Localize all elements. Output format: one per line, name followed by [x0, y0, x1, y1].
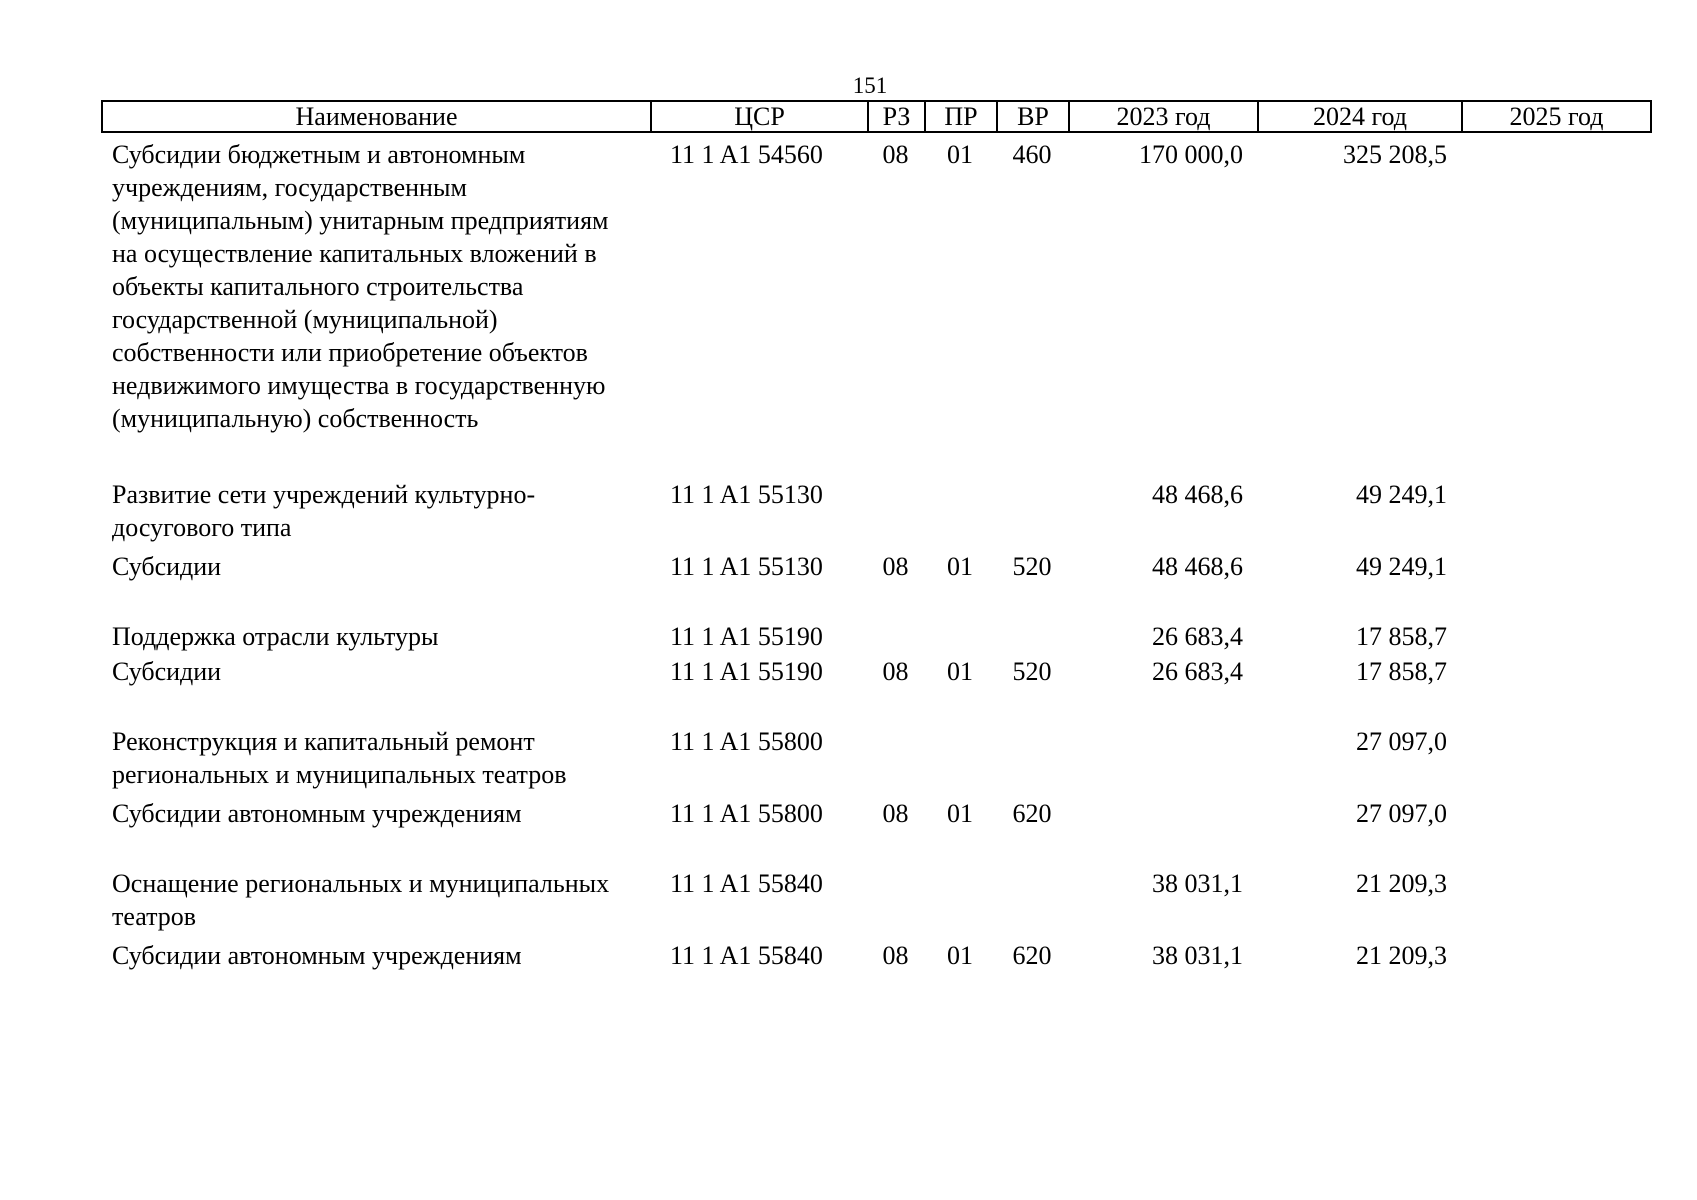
cell-name: Развитие сети учреждений культурно-досугового типа: [112, 480, 536, 542]
cell-rz: 08: [882, 657, 909, 686]
cell-vr: 620: [1012, 941, 1052, 970]
cell-pr: 01: [947, 140, 973, 169]
table-row: [101, 653, 1650, 688]
cell-y2024: 27 097,0: [1356, 727, 1447, 756]
budget-table-body: [101, 135, 1650, 972]
cell-name: Субсидии автономным учреждениям: [112, 799, 522, 828]
cell-rz: [867, 830, 924, 933]
cell-name: Субсидии автономным учреждениям: [112, 941, 522, 970]
table-row: [101, 933, 1650, 972]
cell-rz: [867, 583, 924, 653]
cell-rz: 08: [882, 799, 909, 828]
cell-vr: [996, 435, 1068, 544]
cell-y2025: [1461, 830, 1650, 933]
table-row: [101, 791, 1650, 830]
cell-vr: [996, 830, 1068, 933]
cell-y2023: 38 031,1: [1152, 869, 1243, 898]
table-row: [101, 135, 1650, 435]
cell-csr: 11 1 A1 55190: [670, 657, 823, 686]
cell-y2025: [1461, 135, 1650, 435]
header-2024: 2024 год: [1258, 101, 1462, 132]
cell-name: Реконструкция и капитальный ремонт региональных и муниципальных театров: [112, 727, 567, 789]
cell-y2024: 325 208,5: [1343, 140, 1447, 169]
header-rz: РЗ: [868, 101, 925, 132]
cell-csr: 11 1 A1 55840: [670, 869, 823, 898]
cell-y2025: [1461, 653, 1650, 688]
cell-pr: [924, 830, 996, 933]
cell-y2025: [1461, 583, 1650, 653]
cell-y2023: 38 031,1: [1152, 941, 1243, 970]
table-row: [101, 583, 1650, 653]
cell-vr: [996, 688, 1068, 791]
cell-csr: 11 1 A1 54560: [670, 140, 823, 169]
cell-vr: 460: [1012, 140, 1052, 169]
table-row: [101, 830, 1650, 933]
cell-y2023: 26 683,4: [1152, 622, 1243, 651]
cell-pr: 01: [947, 799, 973, 828]
cell-rz: 08: [882, 552, 909, 581]
cell-csr: 11 1 A1 55840: [670, 941, 823, 970]
cell-csr: 11 1 A1 55190: [670, 622, 823, 651]
cell-rz: [867, 435, 924, 544]
cell-y2025: [1461, 544, 1650, 583]
page-number: 151: [852, 73, 888, 98]
cell-csr: 11 1 A1 55800: [670, 727, 823, 756]
header-csr: ЦСР: [651, 101, 868, 132]
cell-vr: 620: [1012, 799, 1052, 828]
table-row: [101, 688, 1650, 791]
cell-y2024: 27 097,0: [1356, 799, 1447, 828]
header-pr: ПР: [925, 101, 997, 132]
cell-csr: 11 1 A1 55130: [670, 552, 823, 581]
header-vr: ВР: [997, 101, 1069, 132]
table-row: [101, 435, 1650, 544]
cell-rz: 08: [882, 941, 909, 970]
cell-y2023: 48 468,6: [1152, 480, 1243, 509]
cell-csr: 11 1 A1 55800: [670, 799, 823, 828]
cell-y2023: 170 000,0: [1139, 140, 1243, 169]
cell-y2024: 21 209,3: [1356, 941, 1447, 970]
table-row: [101, 544, 1650, 583]
cell-y2024: 21 209,3: [1356, 869, 1447, 898]
cell-name: Поддержка отрасли культуры: [112, 622, 439, 651]
cell-y2025: [1461, 791, 1650, 830]
cell-pr: [924, 583, 996, 653]
cell-y2023: [1068, 791, 1257, 830]
cell-vr: [996, 583, 1068, 653]
header-2023: 2023 год: [1069, 101, 1258, 132]
cell-y2025: [1461, 688, 1650, 791]
cell-name: Оснащение региональных и муниципальных театров: [112, 869, 610, 931]
cell-pr: 01: [947, 941, 973, 970]
cell-y2023: 48 468,6: [1152, 552, 1243, 581]
cell-y2024: 17 858,7: [1356, 657, 1447, 686]
cell-pr: [924, 435, 996, 544]
cell-y2025: [1461, 933, 1650, 972]
cell-y2025: [1461, 435, 1650, 544]
header-2025: 2025 год: [1462, 101, 1651, 132]
cell-name: Субсидии: [112, 552, 222, 581]
cell-y2024: 49 249,1: [1356, 552, 1447, 581]
table-header: [101, 100, 1652, 133]
cell-y2024: 49 249,1: [1356, 480, 1447, 509]
cell-vr: 520: [1012, 657, 1052, 686]
header-name: Наименование: [102, 101, 651, 132]
cell-pr: [924, 688, 996, 791]
cell-name: Субсидии: [112, 657, 222, 686]
cell-rz: 08: [882, 140, 909, 169]
cell-vr: 520: [1012, 552, 1052, 581]
cell-rz: [867, 688, 924, 791]
cell-name: Субсидии бюджетным и автономным учреждениям, государственным (муниципальным) унитарным предприятиям на осуществление капитальных вложений в объекты капитального строительства государственной (муниципальной) собственности или приобретение объектов недвижимого имущества в государственную (муниципальную) собственность: [112, 140, 609, 433]
cell-csr: 11 1 A1 55130: [670, 480, 823, 509]
cell-pr: 01: [947, 657, 973, 686]
cell-pr: 01: [947, 552, 973, 581]
cell-y2024: 17 858,7: [1356, 622, 1447, 651]
cell-y2023: [1068, 688, 1257, 791]
cell-y2023: 26 683,4: [1152, 657, 1243, 686]
